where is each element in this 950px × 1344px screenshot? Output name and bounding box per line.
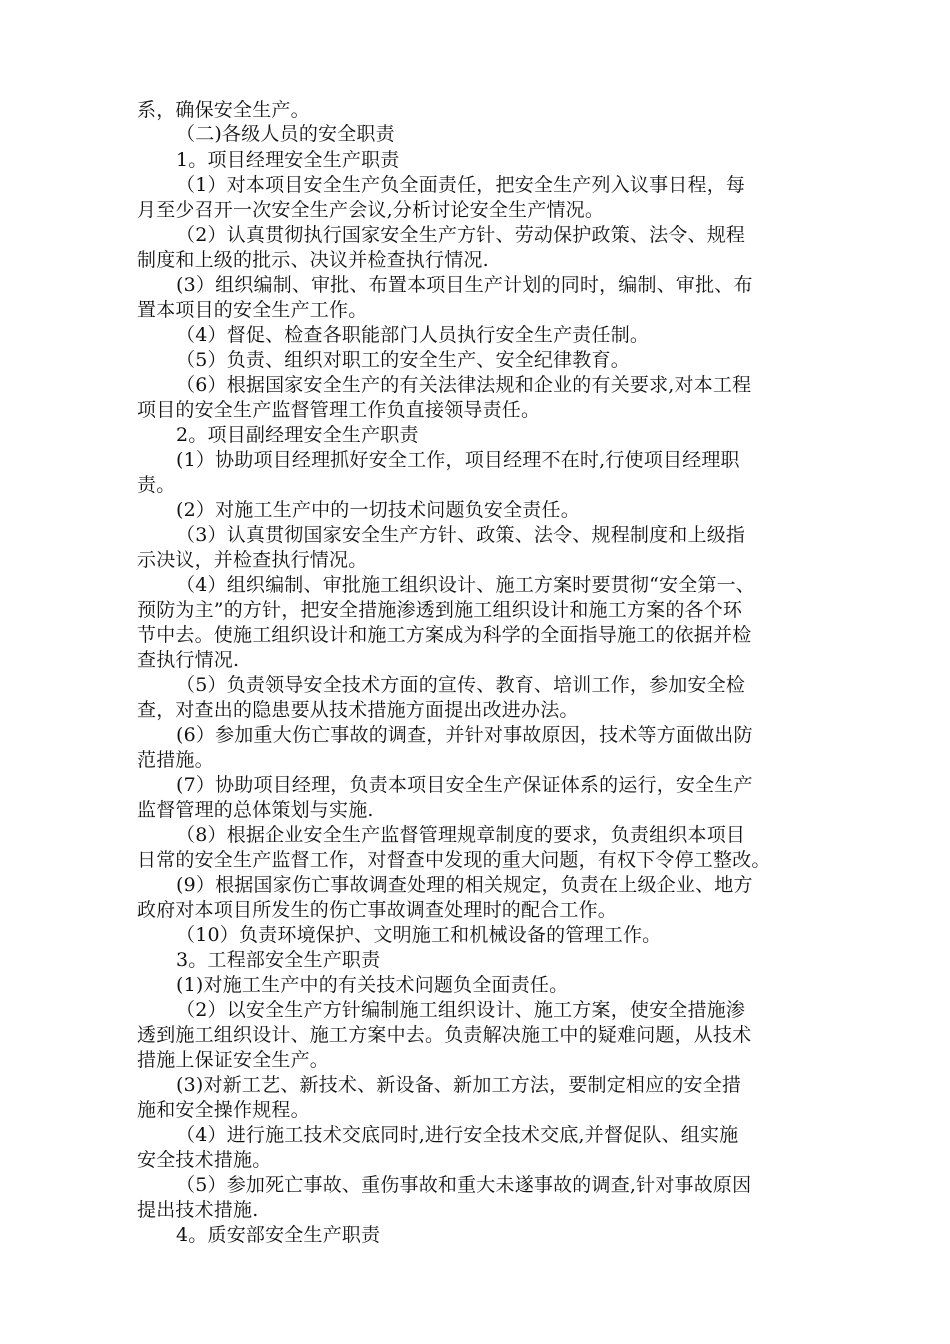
text-line: 提出技术措施. xyxy=(137,1199,259,1221)
text-line: (6）参加重大伤亡事故的调查，并针对事故原因，技术等方面做出防 xyxy=(176,724,753,746)
text-line: 节中去。使施工组织设计和施工方案成为科学的全面指导施工的依据并检 xyxy=(137,624,752,646)
text-line: (1）协助项目经理抓好安全工作，项目经理不在时,行使项目经理职 xyxy=(176,449,740,471)
text-line: (1)对施工生产中的有关技术问题负全面责任。 xyxy=(176,974,569,996)
text-line: 制度和上级的批示、决议并检查执行情况. xyxy=(137,249,489,271)
text-line: （4）进行施工技术交底同时,进行安全技术交底,并督促队、组实施 xyxy=(176,1124,739,1146)
text-line: 系，确保安全生产。 xyxy=(137,99,310,121)
text-line: （5）负责领导安全技术方面的宣传、教育、培训工作，参加安全检 xyxy=(176,674,746,696)
text-line: (2）对施工生产中的一切技术问题负安全责任。 xyxy=(176,499,580,521)
text-line: 政府对本项目所发生的伤亡事故调查处理时的配合工作。 xyxy=(137,899,618,921)
text-line: （6）根据国家安全生产的有关法律法规和企业的有关要求,对本工程 xyxy=(176,374,752,396)
text-line: 安全技术措施。 xyxy=(137,1149,272,1171)
section-heading: （二)各级人员的安全职责 xyxy=(176,123,395,145)
text-line: 监督管理的总体策划与实施. xyxy=(137,799,374,821)
text-line: 置本项目的安全生产工作。 xyxy=(137,299,368,321)
text-line: 月至少召开一次安全生产会议,分析讨论安全生产情况。 xyxy=(137,199,605,221)
text-line: 示决议，并检查执行情况。 xyxy=(137,549,368,571)
text-line: 日常的安全生产监督工作，对督查中发现的重大问题，有权下令停工整改。 xyxy=(137,849,771,871)
subsection-heading: 1。项目经理安全生产职责 xyxy=(176,149,400,171)
text-line: 查执行情况. xyxy=(137,649,240,671)
text-line: 预防为主”的方针，把安全措施渗透到施工组织设计和施工方案的各个环 xyxy=(137,599,743,621)
text-line: （3）认真贯彻国家安全生产方针、政策、法令、规程制度和上级指 xyxy=(176,524,746,546)
subsection-heading: 3。工程部安全生产职责 xyxy=(176,949,381,971)
text-line: （2）以安全生产方针编制施工组织设计、施工方案，使安全措施渗 xyxy=(176,999,746,1021)
text-line: 透到施工组织设计、施工方案中去。负责解决施工中的疑难问题，从技术 xyxy=(137,1024,752,1046)
text-line: （4）组织编制、审批施工组织设计、施工方案时要贯彻“安全第一、 xyxy=(176,574,756,596)
text-line: (7）协助项目经理，负责本项目安全生产保证体系的运行，安全生产 xyxy=(176,774,753,796)
text-line: （5）参加死亡事故、重伤事故和重大未遂事故的调查,针对事故原因 xyxy=(176,1174,752,1196)
text-line: 项目的安全生产监督管理工作负直接领导责任。 xyxy=(137,399,541,421)
text-line: （8）根据企业安全生产监督管理规章制度的要求，负责组织本项目 xyxy=(176,824,746,846)
text-line: （4）督促、检查各职能部门人员执行安全生产责任制。 xyxy=(176,324,650,346)
text-line: （2）认真贯彻执行国家安全生产方针、劳动保护政策、法令、规程 xyxy=(176,224,746,246)
subsection-heading: 4。质安部安全生产职责 xyxy=(176,1224,381,1246)
text-line: (3)对新工艺、新技术、新设备、新加工方法，要制定相应的安全措 xyxy=(176,1074,742,1096)
text-line: 查，对查出的隐患要从技术措施方面提出改进办法。 xyxy=(137,699,579,721)
text-line: 责。 xyxy=(137,474,176,496)
text-line: (3）组织编制、审批、布置本项目生产计划的同时，编制、审批、布 xyxy=(176,274,753,296)
text-line: （5）负责、组织对职工的安全生产、安全纪律教育。 xyxy=(176,349,630,371)
text-line: 施和安全操作规程。 xyxy=(137,1099,310,1121)
text-line: (9）根据国家伤亡事故调查处理的相关规定，负责在上级企业、地方 xyxy=(176,874,753,896)
text-line: （10）负责环境保护、文明施工和机械设备的管理工作。 xyxy=(176,924,662,946)
text-line: 范措施。 xyxy=(137,749,214,771)
text-line: 措施上保证安全生产。 xyxy=(137,1049,330,1071)
text-line: （1）对本项目安全生产负全面责任，把安全生产列入议事日程，每 xyxy=(176,174,746,196)
subsection-heading: 2。项目副经理安全生产职责 xyxy=(176,424,419,446)
